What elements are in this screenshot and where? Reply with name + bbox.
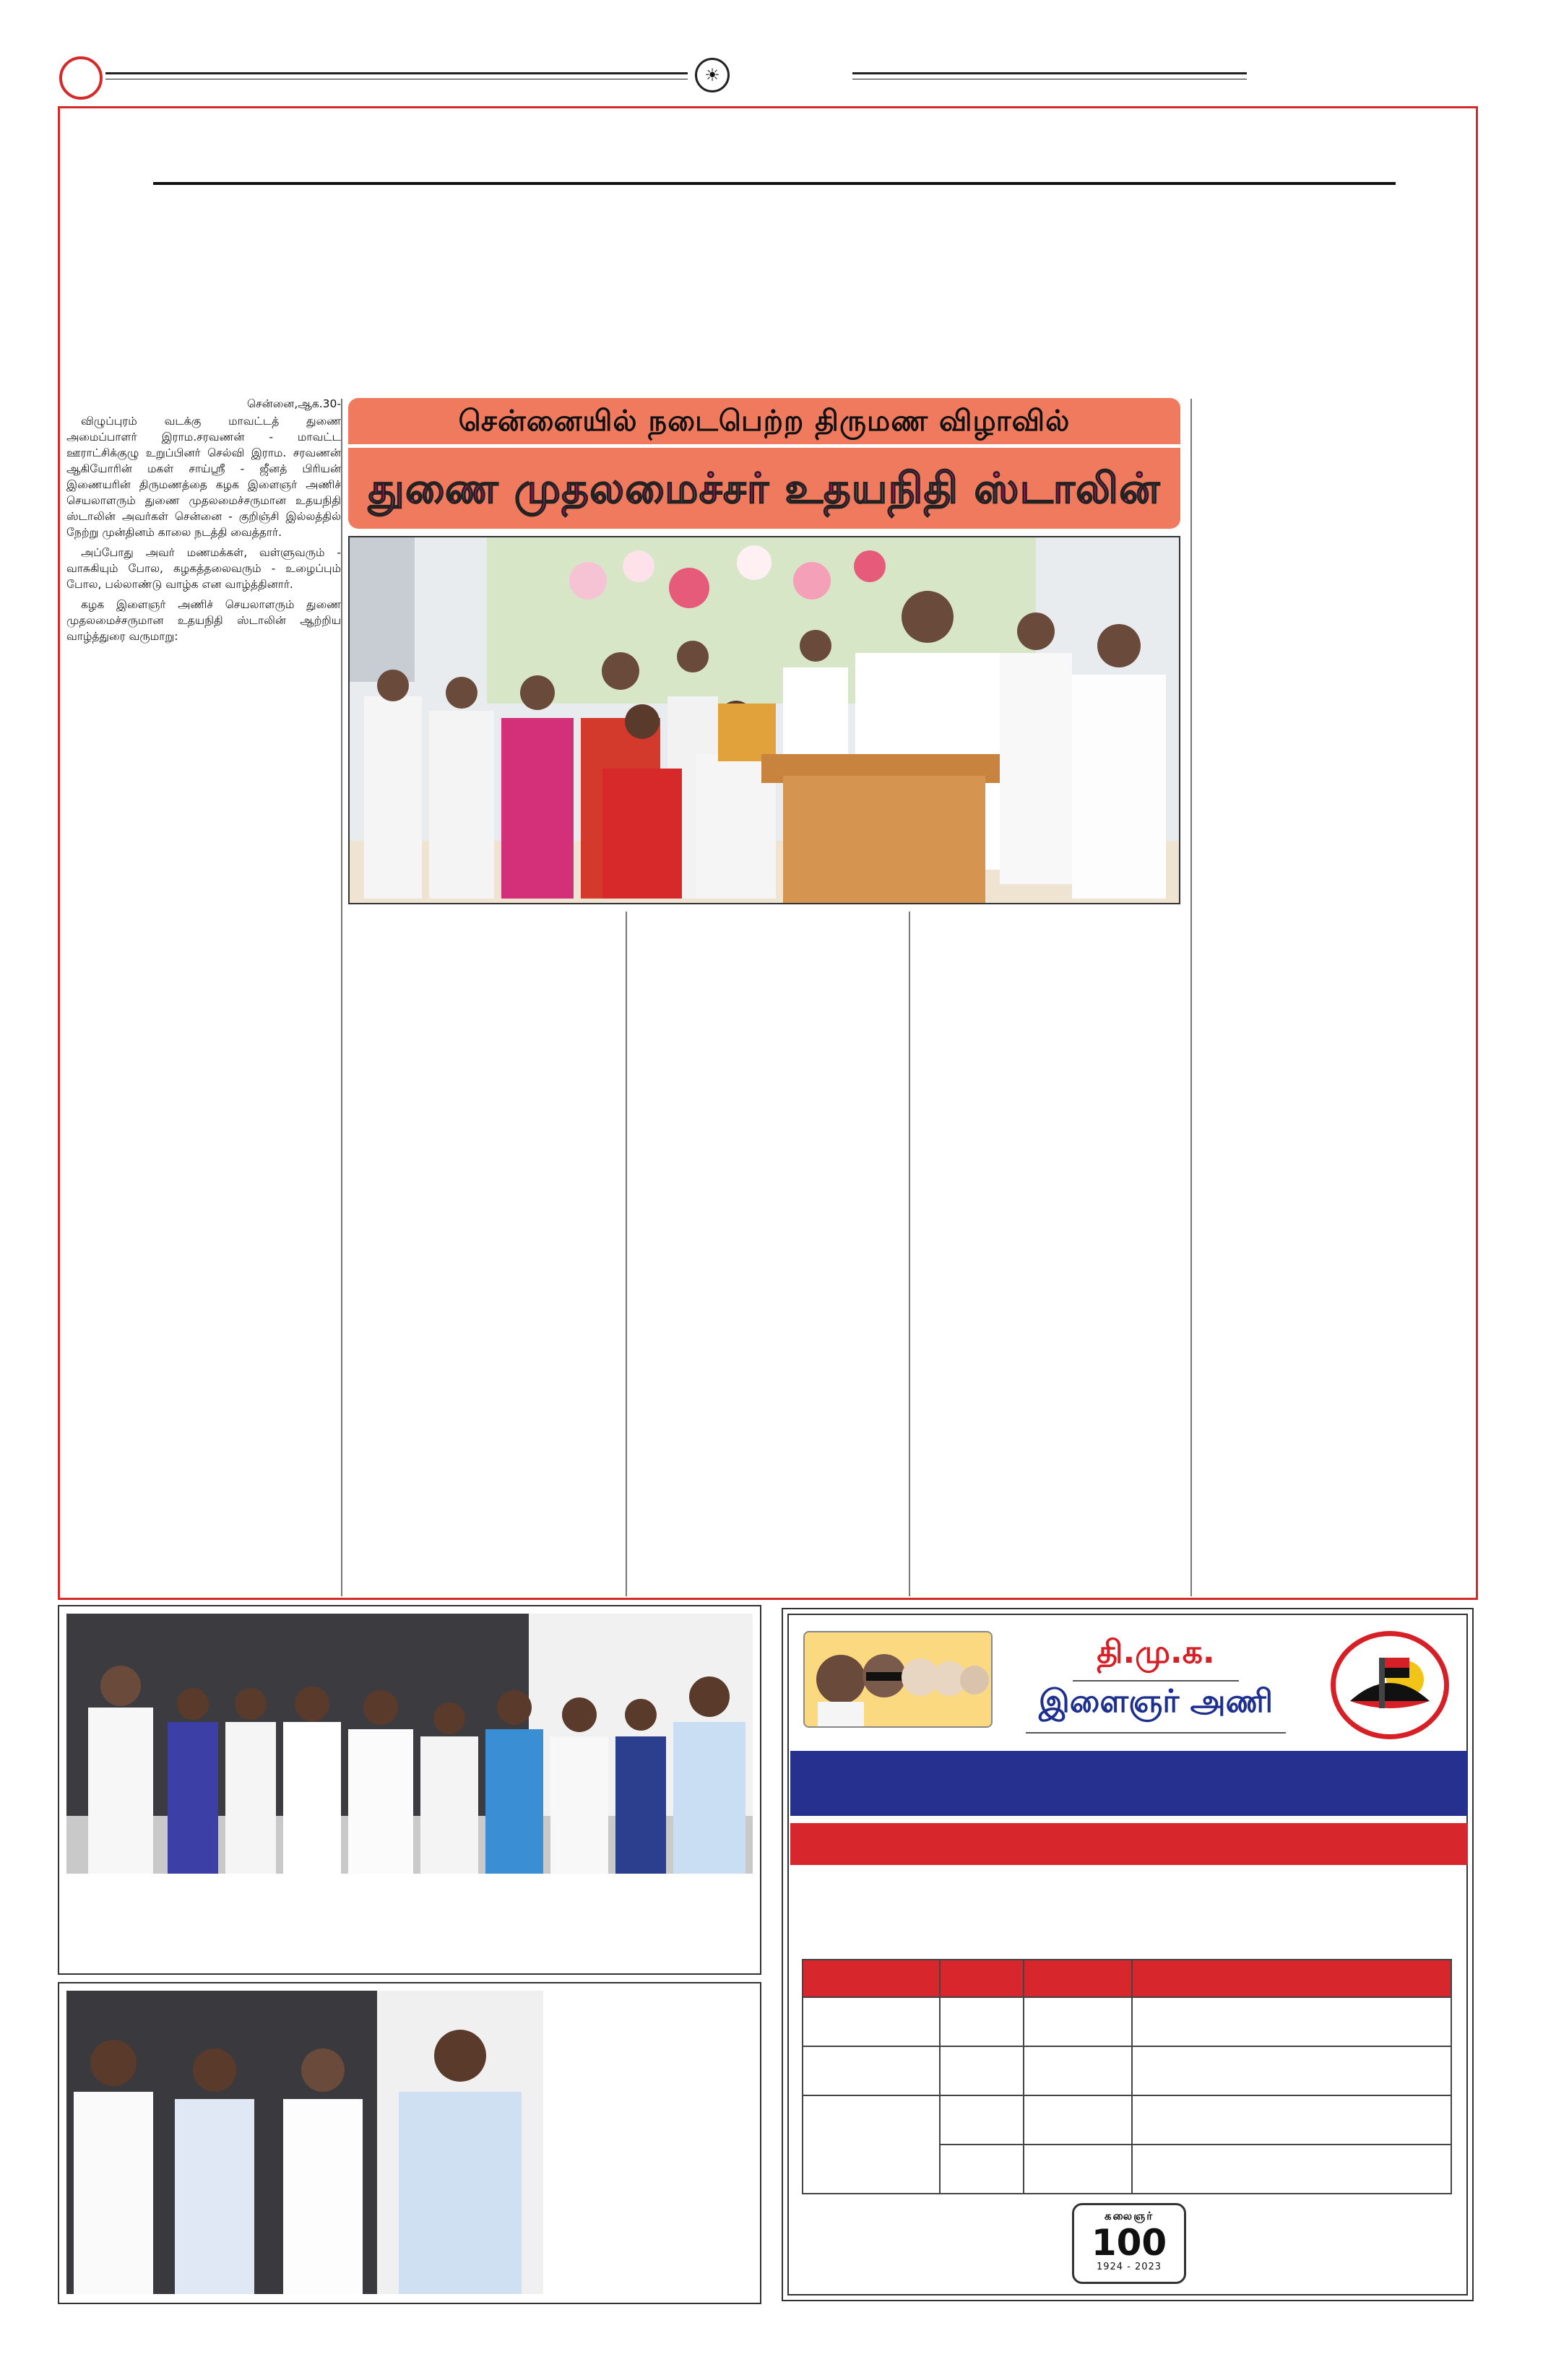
award-photo	[66, 1991, 543, 2294]
table-row	[803, 1997, 1451, 2046]
column-divider	[909, 912, 910, 1596]
youth-wing-emblem-icon	[1331, 1631, 1449, 1739]
centenary-number: 100	[1091, 2222, 1167, 2264]
column-divider	[1190, 399, 1192, 1596]
wing-name: இளைஞர் அணி	[1038, 1683, 1274, 1720]
party-name-underline	[1073, 1680, 1239, 1682]
headline-main-banner	[348, 448, 1180, 529]
table-row	[803, 2095, 1451, 2145]
party-name: தி.மு.க.	[1097, 1634, 1215, 1671]
ad-blue-band	[790, 1751, 1468, 1816]
headline-kicker: சென்னையில் நடைபெற்ற திருமண விழாவில்	[348, 398, 1180, 444]
kalaignar-100-logo	[1072, 2203, 1186, 2284]
ad-red-band	[790, 1823, 1468, 1865]
table-row	[803, 2046, 1451, 2095]
headline-main: துணை முதலமைச்சர் உதயநிதி ஸ்டாலின்	[368, 464, 1161, 513]
centenary-label: கலைஞர்	[1104, 2210, 1154, 2223]
article-dateline: சென்னை,ஆக.30-	[246, 397, 341, 410]
schedule-table	[802, 1959, 1452, 2194]
centenary-years: 1924 - 2023	[1096, 2262, 1162, 2272]
article-paragraph: கழக இளைஞர் அணிச் செயலாளரும் துணை முதலமைச்சருமான உதயநிதி ஸ்டாலின் ஆற்றிய வாழ்த்துரை வருமாறு:	[66, 598, 341, 643]
wedding-photo	[348, 536, 1180, 904]
rising-sun-emblem-icon: ☀	[695, 58, 730, 92]
table-header-cell	[1024, 1960, 1132, 1997]
sports-group-photo	[66, 1614, 753, 1874]
masthead-rule-right	[852, 72, 1247, 79]
leaders-portrait-logo	[803, 1631, 993, 1728]
article-left-column	[66, 396, 341, 649]
article-paragraph: விழுப்புரம் வடக்கு மாவட்டத் துணை அமைப்பாளர் இராம.சரவணன் - மாவட்ட ஊராட்சிக்குழு உறுப்பினர் செல்வி இராம. சரவணன் ஆகியோரின் மகள் சாய்ஸ்ரீ - ஜீனத் பிரியன் இணையரின் திருமணத்தை கழக இளைஞர் அணிச் செயலாளரும் துணை முதலமைச்சருமான உதயநிதி ஸ்டாலின் அவர்கள் சென்னை - குறிஞ்சி இல்லத்தில் நேற்று முன்தினம் காலை நடத்தி வைத்தார்.	[66, 415, 341, 539]
table-header-row	[803, 1960, 1451, 1997]
column-divider	[626, 912, 627, 1596]
top-rule	[153, 182, 1396, 185]
wing-name-underline	[1026, 1732, 1286, 1734]
table-header-cell	[803, 1960, 940, 1997]
masthead-circle	[59, 56, 103, 100]
table-header-cell	[940, 1960, 1024, 1997]
article-paragraph: அப்போது அவர் மணமக்கள், வள்ளுவரும் - வாசுகியும் போல, கழகத்தலைவரும் - உழைப்பும் போல, பல்லாண்டு வாழ்க என வாழ்த்தினார்.	[66, 546, 341, 591]
masthead-rule-left	[105, 72, 688, 79]
table-header-cell	[1132, 1960, 1451, 1997]
column-divider	[341, 399, 342, 1596]
